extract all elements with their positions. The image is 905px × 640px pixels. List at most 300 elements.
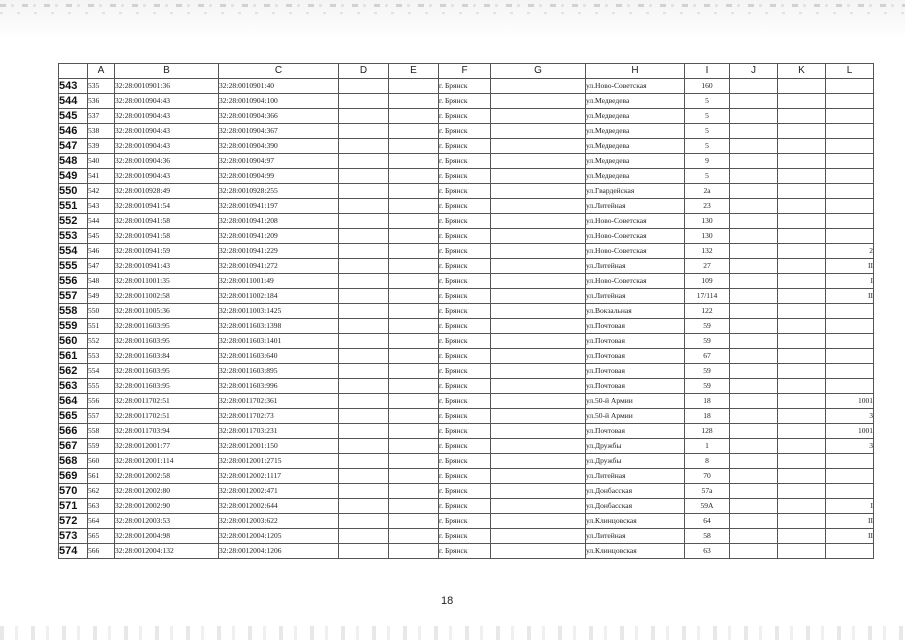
cell-b[interactable]: 32:28:0010904:43 [115,139,219,154]
cell-j[interactable] [730,244,778,259]
cell-i[interactable]: 67 [685,349,730,364]
cell-d[interactable] [339,529,389,544]
cell-d[interactable] [339,379,389,394]
cell-l[interactable]: II [826,289,874,304]
cell-a[interactable]: 561 [88,469,115,484]
cell-l[interactable] [826,139,874,154]
cell-e[interactable] [389,349,439,364]
cell-f[interactable]: г. Брянск [439,289,491,304]
cell-j[interactable] [730,289,778,304]
cell-d[interactable] [339,499,389,514]
cell-b[interactable]: 32:28:0012004:98 [115,529,219,544]
cell-l[interactable]: I [826,274,874,289]
cell-l[interactable] [826,469,874,484]
cell-g[interactable] [491,214,586,229]
cell-f[interactable]: г. Брянск [439,259,491,274]
row-number[interactable]: 564 [59,394,88,409]
cell-e[interactable] [389,274,439,289]
cell-e[interactable] [389,109,439,124]
cell-b[interactable]: 32:28:0010941:58 [115,229,219,244]
cell-f[interactable]: г. Брянск [439,499,491,514]
cell-e[interactable] [389,229,439,244]
cell-f[interactable]: г. Брянск [439,214,491,229]
cell-c[interactable]: 32:28:0011603:895 [219,364,339,379]
cell-f[interactable]: г. Брянск [439,424,491,439]
cell-g[interactable] [491,184,586,199]
cell-h[interactable]: ул.Клинцовская [586,514,685,529]
cell-b[interactable]: 32:28:0010904:43 [115,109,219,124]
cell-i[interactable]: 128 [685,424,730,439]
cell-e[interactable] [389,514,439,529]
cell-i[interactable]: 132 [685,244,730,259]
cell-h[interactable]: ул.Ново-Советская [586,214,685,229]
cell-g[interactable] [491,229,586,244]
cell-k[interactable] [778,139,826,154]
cell-c[interactable]: 32:28:0011003:1425 [219,304,339,319]
cell-l[interactable] [826,94,874,109]
row-number[interactable]: 552 [59,214,88,229]
cell-g[interactable] [491,484,586,499]
cell-l[interactable]: 3 [826,439,874,454]
cell-f[interactable]: г. Брянск [439,79,491,94]
row-number[interactable]: 546 [59,124,88,139]
cell-d[interactable] [339,304,389,319]
cell-b[interactable]: 32:28:0011702:51 [115,394,219,409]
cell-j[interactable] [730,349,778,364]
cell-g[interactable] [491,79,586,94]
row-number[interactable]: 560 [59,334,88,349]
cell-c[interactable]: 32:28:0011002:184 [219,289,339,304]
cell-b[interactable]: 32:28:0012001:114 [115,454,219,469]
row-number[interactable]: 562 [59,364,88,379]
cell-j[interactable] [730,409,778,424]
cell-e[interactable] [389,394,439,409]
cell-a[interactable]: 547 [88,259,115,274]
cell-i[interactable]: 122 [685,304,730,319]
cell-j[interactable] [730,379,778,394]
cell-c[interactable]: 32:28:0010904:100 [219,94,339,109]
cell-i[interactable]: 27 [685,259,730,274]
row-number[interactable]: 544 [59,94,88,109]
cell-h[interactable]: ул.50-й Армии [586,394,685,409]
cell-j[interactable] [730,514,778,529]
cell-b[interactable]: 32:28:0011603:95 [115,319,219,334]
cell-h[interactable]: ул.Почтовая [586,424,685,439]
cell-k[interactable] [778,454,826,469]
column-header-b[interactable]: B [115,64,219,79]
cell-i[interactable]: 63 [685,544,730,559]
cell-b[interactable]: 32:28:0011005:36 [115,304,219,319]
column-header-j[interactable]: J [730,64,778,79]
cell-l[interactable] [826,544,874,559]
row-number[interactable]: 561 [59,349,88,364]
cell-c[interactable]: 32:28:0012002:644 [219,499,339,514]
column-header-g[interactable]: G [491,64,586,79]
cell-h[interactable]: ул.Медведева [586,109,685,124]
cell-k[interactable] [778,319,826,334]
cell-c[interactable]: 32:28:0010904:97 [219,154,339,169]
cell-a[interactable]: 559 [88,439,115,454]
column-header-l[interactable]: L [826,64,874,79]
cell-e[interactable] [389,439,439,454]
cell-a[interactable]: 537 [88,109,115,124]
cell-h[interactable]: ул.Медведева [586,124,685,139]
cell-a[interactable]: 539 [88,139,115,154]
row-number[interactable]: 554 [59,244,88,259]
row-number[interactable]: 574 [59,544,88,559]
cell-a[interactable]: 565 [88,529,115,544]
cell-h[interactable]: ул.Литейная [586,259,685,274]
cell-h[interactable]: ул.Медведева [586,154,685,169]
cell-d[interactable] [339,544,389,559]
cell-l[interactable]: 3 [826,409,874,424]
cell-d[interactable] [339,94,389,109]
row-number[interactable]: 572 [59,514,88,529]
cell-d[interactable] [339,514,389,529]
column-header-a[interactable]: A [88,64,115,79]
cell-g[interactable] [491,244,586,259]
cell-h[interactable]: ул.Почтовая [586,379,685,394]
cell-b[interactable]: 32:28:0010941:54 [115,199,219,214]
cell-c[interactable]: 32:28:0012002:471 [219,484,339,499]
row-number[interactable]: 566 [59,424,88,439]
cell-j[interactable] [730,544,778,559]
cell-e[interactable] [389,334,439,349]
cell-d[interactable] [339,259,389,274]
cell-a[interactable]: 566 [88,544,115,559]
cell-c[interactable]: 32:28:0012002:1117 [219,469,339,484]
cell-a[interactable]: 538 [88,124,115,139]
cell-b[interactable]: 32:28:0011703:94 [115,424,219,439]
cell-h[interactable]: ул.Медведева [586,139,685,154]
cell-i[interactable]: 5 [685,124,730,139]
cell-g[interactable] [491,379,586,394]
column-header-c[interactable]: C [219,64,339,79]
cell-g[interactable] [491,349,586,364]
cell-j[interactable] [730,154,778,169]
cell-j[interactable] [730,439,778,454]
cell-h[interactable]: ул.Почтовая [586,364,685,379]
cell-f[interactable]: г. Брянск [439,169,491,184]
cell-d[interactable] [339,124,389,139]
cell-a[interactable]: 553 [88,349,115,364]
row-number[interactable]: 556 [59,274,88,289]
cell-i[interactable]: 59 [685,319,730,334]
cell-c[interactable]: 32:28:0010904:367 [219,124,339,139]
cell-b[interactable]: 32:28:0010928:49 [115,184,219,199]
cell-c[interactable]: 32:28:0012004:1205 [219,529,339,544]
cell-e[interactable] [389,379,439,394]
cell-l[interactable] [826,184,874,199]
cell-f[interactable]: г. Брянск [439,439,491,454]
cell-b[interactable]: 32:28:0012002:58 [115,469,219,484]
row-number[interactable]: 568 [59,454,88,469]
cell-g[interactable] [491,499,586,514]
cell-h[interactable]: ул.Дружбы [586,439,685,454]
cell-d[interactable] [339,184,389,199]
cell-k[interactable] [778,424,826,439]
cell-a[interactable]: 546 [88,244,115,259]
cell-h[interactable]: ул.Донбасская [586,484,685,499]
cell-f[interactable]: г. Брянск [439,244,491,259]
cell-h[interactable]: ул.Медведева [586,169,685,184]
cell-e[interactable] [389,409,439,424]
cell-i[interactable]: 5 [685,94,730,109]
cell-j[interactable] [730,364,778,379]
cell-j[interactable] [730,214,778,229]
row-number[interactable]: 553 [59,229,88,244]
cell-l[interactable] [826,229,874,244]
cell-d[interactable] [339,109,389,124]
cell-f[interactable]: г. Брянск [439,514,491,529]
cell-k[interactable] [778,379,826,394]
cell-f[interactable]: г. Брянск [439,364,491,379]
cell-f[interactable]: г. Брянск [439,454,491,469]
cell-i[interactable]: 18 [685,394,730,409]
cell-l[interactable]: 1001 [826,394,874,409]
row-number[interactable]: 557 [59,289,88,304]
cell-e[interactable] [389,154,439,169]
cell-c[interactable]: 32:28:0011603:996 [219,379,339,394]
cell-f[interactable]: г. Брянск [439,154,491,169]
cell-j[interactable] [730,229,778,244]
cell-d[interactable] [339,79,389,94]
column-header-f[interactable]: F [439,64,491,79]
cell-e[interactable] [389,214,439,229]
cell-i[interactable]: 2а [685,184,730,199]
cell-l[interactable]: II [826,514,874,529]
cell-k[interactable] [778,334,826,349]
cell-e[interactable] [389,199,439,214]
cell-c[interactable]: 32:28:0011702:361 [219,394,339,409]
cell-j[interactable] [730,334,778,349]
cell-f[interactable]: г. Брянск [439,334,491,349]
cell-a[interactable]: 536 [88,94,115,109]
cell-f[interactable]: г. Брянск [439,109,491,124]
cell-a[interactable]: 560 [88,454,115,469]
cell-j[interactable] [730,469,778,484]
cell-l[interactable] [826,109,874,124]
cell-f[interactable]: г. Брянск [439,409,491,424]
cell-a[interactable]: 535 [88,79,115,94]
cell-f[interactable]: г. Брянск [439,229,491,244]
cell-e[interactable] [389,529,439,544]
cell-k[interactable] [778,154,826,169]
cell-e[interactable] [389,484,439,499]
cell-b[interactable]: 32:28:0011603:95 [115,334,219,349]
cell-h[interactable]: ул.Ново-Советская [586,229,685,244]
cell-l[interactable]: II [826,259,874,274]
cell-f[interactable]: г. Брянск [439,319,491,334]
cell-g[interactable] [491,274,586,289]
cell-f[interactable]: г. Брянск [439,199,491,214]
cell-f[interactable]: г. Брянск [439,484,491,499]
cell-a[interactable]: 550 [88,304,115,319]
cell-a[interactable]: 543 [88,199,115,214]
cell-b[interactable]: 32:28:0010904:43 [115,124,219,139]
row-number[interactable]: 558 [59,304,88,319]
cell-j[interactable] [730,529,778,544]
row-number[interactable]: 563 [59,379,88,394]
cell-h[interactable]: ул.Вокзальная [586,304,685,319]
cell-i[interactable]: 59 [685,364,730,379]
row-number[interactable]: 543 [59,79,88,94]
cell-g[interactable] [491,259,586,274]
cell-c[interactable]: 32:28:0012001:2715 [219,454,339,469]
cell-e[interactable] [389,184,439,199]
cell-g[interactable] [491,544,586,559]
cell-e[interactable] [389,139,439,154]
cell-b[interactable]: 32:28:0010901:36 [115,79,219,94]
cell-k[interactable] [778,184,826,199]
cell-a[interactable]: 542 [88,184,115,199]
cell-j[interactable] [730,484,778,499]
cell-j[interactable] [730,454,778,469]
cell-d[interactable] [339,409,389,424]
cell-j[interactable] [730,124,778,139]
cell-d[interactable] [339,439,389,454]
cell-c[interactable]: 32:28:0010941:209 [219,229,339,244]
cell-g[interactable] [491,199,586,214]
cell-a[interactable]: 545 [88,229,115,244]
cell-d[interactable] [339,274,389,289]
cell-g[interactable] [491,109,586,124]
cell-l[interactable] [826,304,874,319]
cell-b[interactable]: 32:28:0012001:77 [115,439,219,454]
cell-k[interactable] [778,214,826,229]
cell-i[interactable]: 5 [685,169,730,184]
cell-l[interactable] [826,379,874,394]
cell-k[interactable] [778,289,826,304]
cell-j[interactable] [730,169,778,184]
cell-b[interactable]: 32:28:0010904:36 [115,154,219,169]
cell-i[interactable]: 160 [685,79,730,94]
cell-i[interactable]: 18 [685,409,730,424]
row-number[interactable]: 545 [59,109,88,124]
cell-i[interactable]: 59А [685,499,730,514]
cell-b[interactable]: 32:28:0011603:95 [115,364,219,379]
cell-d[interactable] [339,169,389,184]
cell-g[interactable] [491,319,586,334]
cell-c[interactable]: 32:28:0011001:49 [219,274,339,289]
cell-c[interactable]: 32:28:0012003:622 [219,514,339,529]
cell-k[interactable] [778,124,826,139]
cell-f[interactable]: г. Брянск [439,94,491,109]
cell-k[interactable] [778,484,826,499]
cell-j[interactable] [730,319,778,334]
cell-i[interactable]: 9 [685,154,730,169]
cell-k[interactable] [778,199,826,214]
cell-k[interactable] [778,229,826,244]
cell-j[interactable] [730,274,778,289]
cell-i[interactable]: 70 [685,469,730,484]
column-header-e[interactable]: E [389,64,439,79]
cell-a[interactable]: 551 [88,319,115,334]
cell-h[interactable]: ул.Почтовая [586,349,685,364]
cell-i[interactable]: 58 [685,529,730,544]
cell-j[interactable] [730,199,778,214]
cell-h[interactable]: ул.Ново-Советская [586,274,685,289]
cell-b[interactable]: 32:28:0012004:132 [115,544,219,559]
cell-j[interactable] [730,94,778,109]
cell-c[interactable]: 32:28:0012004:1206 [219,544,339,559]
cell-j[interactable] [730,499,778,514]
cell-l[interactable] [826,364,874,379]
cell-l[interactable] [826,349,874,364]
cell-f[interactable]: г. Брянск [439,124,491,139]
cell-h[interactable]: ул.Гвардейская [586,184,685,199]
cell-h[interactable]: ул.Литейная [586,289,685,304]
cell-a[interactable]: 544 [88,214,115,229]
cell-l[interactable] [826,169,874,184]
cell-a[interactable]: 562 [88,484,115,499]
cell-k[interactable] [778,304,826,319]
row-number[interactable]: 567 [59,439,88,454]
cell-l[interactable]: II [826,529,874,544]
row-number[interactable]: 547 [59,139,88,154]
cell-f[interactable]: г. Брянск [439,184,491,199]
cell-g[interactable] [491,469,586,484]
cell-l[interactable] [826,199,874,214]
cell-k[interactable] [778,364,826,379]
cell-b[interactable]: 32:28:0010941:59 [115,244,219,259]
cell-d[interactable] [339,244,389,259]
cell-c[interactable]: 32:28:0011603:1398 [219,319,339,334]
cell-d[interactable] [339,364,389,379]
cell-h[interactable]: ул.Литейная [586,529,685,544]
cell-k[interactable] [778,79,826,94]
cell-b[interactable]: 32:28:0011001:35 [115,274,219,289]
cell-j[interactable] [730,79,778,94]
cell-g[interactable] [491,139,586,154]
cell-h[interactable]: ул.Почтовая [586,334,685,349]
cell-f[interactable]: г. Брянск [439,304,491,319]
cell-i[interactable]: 59 [685,379,730,394]
cell-a[interactable]: 552 [88,334,115,349]
cell-h[interactable]: ул.Литейная [586,199,685,214]
cell-a[interactable]: 548 [88,274,115,289]
cell-b[interactable]: 32:28:0012002:80 [115,484,219,499]
cell-l[interactable] [826,154,874,169]
cell-l[interactable] [826,484,874,499]
cell-g[interactable] [491,304,586,319]
cell-h[interactable]: ул.Донбасская [586,499,685,514]
cell-k[interactable] [778,259,826,274]
cell-g[interactable] [491,124,586,139]
cell-g[interactable] [491,394,586,409]
cell-i[interactable]: 5 [685,109,730,124]
cell-b[interactable]: 32:28:0010904:43 [115,94,219,109]
cell-d[interactable] [339,469,389,484]
cell-g[interactable] [491,529,586,544]
cell-f[interactable]: г. Брянск [439,139,491,154]
cell-b[interactable]: 32:28:0011603:84 [115,349,219,364]
cell-l[interactable] [826,334,874,349]
cell-l[interactable] [826,214,874,229]
cell-k[interactable] [778,394,826,409]
cell-a[interactable]: 558 [88,424,115,439]
cell-e[interactable] [389,169,439,184]
cell-h[interactable]: ул.Дружбы [586,454,685,469]
cell-l[interactable]: 1001 [826,424,874,439]
cell-h[interactable]: ул.Ново-Советская [586,79,685,94]
row-number[interactable]: 550 [59,184,88,199]
row-number[interactable]: 548 [59,154,88,169]
cell-k[interactable] [778,109,826,124]
cell-d[interactable] [339,229,389,244]
row-number[interactable]: 571 [59,499,88,514]
cell-h[interactable]: ул.Клинцовская [586,544,685,559]
